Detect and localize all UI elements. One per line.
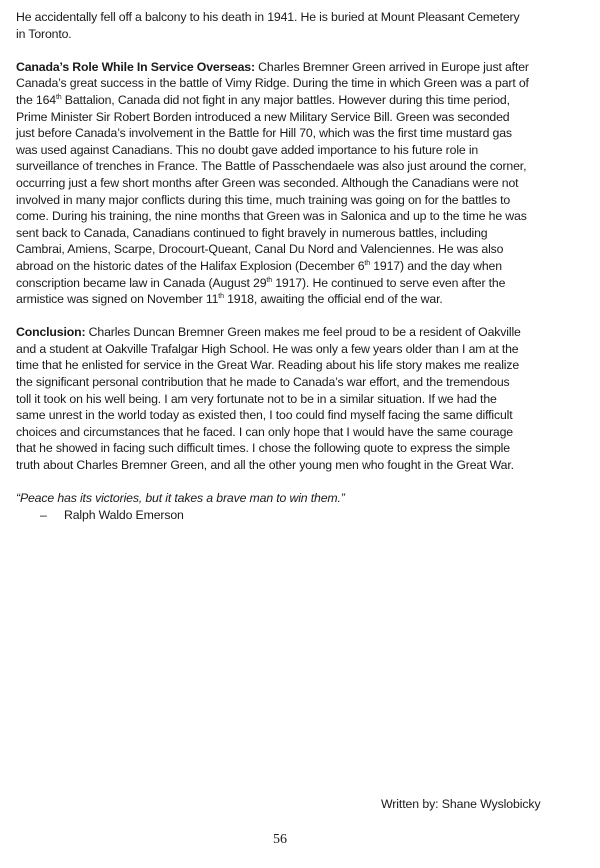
quote-attribution (16, 507, 576, 524)
text-line: sent back to Canada, Canadians continued to fight bravely in numerous battles, including (16, 225, 488, 240)
text-line: Canada’s great success in the battle of Vimy Ridge. During the time in which Green was a part of (16, 76, 529, 91)
text-fragment: the 164 (16, 92, 56, 107)
text-line: Prime Minister Sir Robert Borden introduced a new Military Service Bill. Green was seconded (16, 109, 510, 124)
text-fragment: Battalion, Canada did not fight in any major battles. However during this time period, (61, 92, 510, 107)
text-line: truth about Charles Bremner Green, and all the other young men who fought in the Great War. (16, 458, 514, 473)
text-line (16, 92, 576, 109)
text-fragment: 1918, awaiting the official end of the war. (223, 292, 443, 307)
text-line: come. During his training, the nine months that Green was in Salonica and up to the time he was (16, 209, 527, 224)
text-fragment: Charles Duncan Bremner Green makes me feel proud to be a resident of Oakville (85, 325, 521, 340)
body-text (16, 9, 576, 523)
ordinal-suffix: th (55, 93, 62, 101)
text-fragment: 1917) and the day when (369, 258, 502, 273)
text-fragment: conscription became law in Canada (August 29 (16, 275, 267, 290)
ordinal-suffix: th (218, 293, 224, 301)
text-line (16, 59, 576, 76)
attribution-name: Ralph Waldo Emerson (64, 507, 184, 522)
quote-block (16, 490, 576, 523)
conclusion-paragraph (16, 324, 576, 473)
ordinal-suffix: th (266, 276, 272, 284)
intro-paragraph (16, 9, 576, 42)
text-fragment: armistice was signed on November 11 (16, 292, 219, 307)
section-heading-overseas: Canada’s Role While In Service Overseas: (16, 59, 255, 74)
text-line: occurring just a few short months after Green was seconded. Although the Canadians were not (16, 175, 519, 190)
text-line: was used against Canadians. This no doubt gave added importance to his future role in (16, 142, 479, 157)
text-line: just before Canada’s involvement in the Battle for Hill 70, which was the first time mustard gas (16, 126, 512, 141)
text-line (16, 275, 576, 292)
text-fragment: 1917). He continued to serve even after the (271, 275, 506, 290)
author-credit: Written by: Shane Wyslobicky (381, 797, 541, 811)
text-fragment: abroad on the historic dates of the Halifax Explosion (December 6 (16, 258, 365, 273)
text-line: He accidentally fell off a balcony to his death in 1941. He is buried at Mount Pleasant Cemetery (16, 10, 520, 24)
text-line: in Toronto. (16, 26, 72, 41)
text-line: toll it took on his well being. I am very fortunate not to be in a similar situation. If we had the (16, 391, 497, 406)
text-line: same unrest in the world today as existed then, I too could find myself facing the same difficult (16, 408, 513, 423)
text-line: that he showed in facing such difficult times. I chose the following quote to express the simple (16, 441, 510, 456)
text-line: the significant personal contribution that he made to Canada’s war effort, and the tremendous (16, 375, 510, 390)
text-fragment: Charles Bremner Green arrived in Europe just after (254, 59, 529, 74)
page-number: 56 (273, 832, 287, 847)
section-heading-conclusion: Conclusion: (16, 325, 86, 340)
text-line: choices and circumstances that he faced. I can only hope that I would have the same courage (16, 424, 513, 439)
text-line: time that he enlisted for service in the Great War. Reading about his life story makes me realize (16, 358, 520, 373)
text-line: involved in many major conflicts during this time, much training was going on for the battles to (16, 192, 511, 207)
dash-bullet: – (40, 507, 47, 522)
text-line: and a student at Oakville Trafalgar High School. He was only a few years older than I am at the (16, 341, 519, 356)
text-line (16, 258, 576, 275)
overseas-paragraph (16, 59, 576, 308)
quote-text: “Peace has its victories, but it takes a brave man to win them.” (16, 491, 345, 506)
text-line: surveillance of trenches in France. The Battle of Passchendaele was also just around the corner, (16, 159, 527, 174)
text-line: Cambrai, Amiens, Scarpe, Drocourt-Queant, Canal Du Nord and Valenciennes. He was also (16, 242, 504, 257)
text-line (16, 291, 576, 308)
text-line (16, 324, 576, 341)
ordinal-suffix: th (364, 259, 370, 267)
